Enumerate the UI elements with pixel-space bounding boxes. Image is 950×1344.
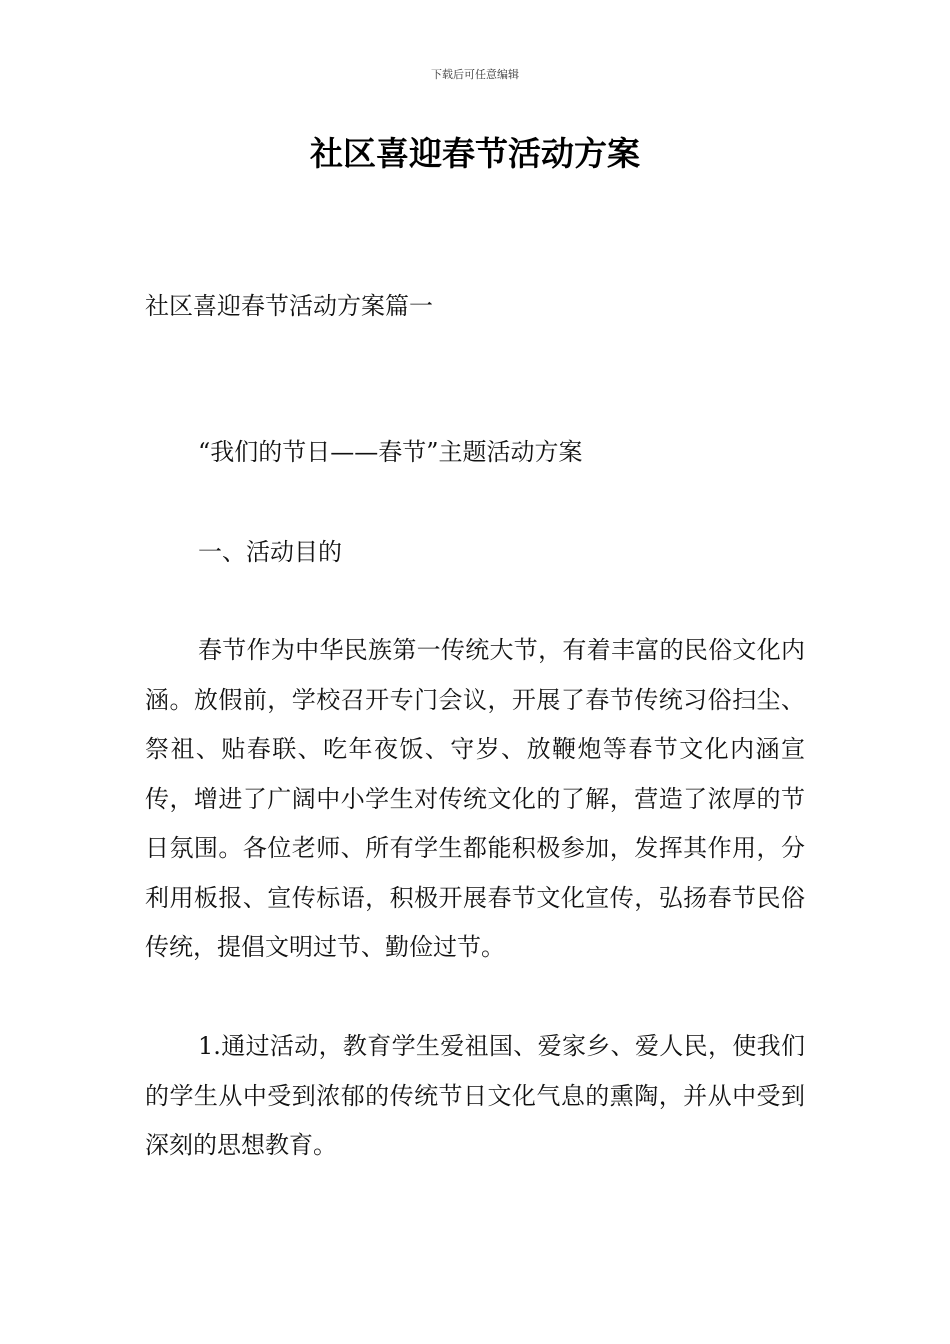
- header-note: 下载后可任意编辑: [431, 68, 519, 81]
- paragraph-2: 1.通过活动，教育学生爱祖国、爱家乡、爱人民，使我们的学生从中受到浓郁的传统节日文化气息的熏陶，并从中受到深刻的思想教育。: [145, 1032, 805, 1159]
- section-title: 社区喜迎春节活动方案篇一: [145, 292, 433, 320]
- paragraph-1: 春节作为中华民族第一传统大节，有着丰富的民俗文化内涵。放假前，学校召开专门会议，开展了春节传统习俗扫尘、祭祖、贴春联、吃年夜饭、守岁、放鞭炮等春节文化内涵宣传，增进了广阔中小学生对传统文化的了解，营造了浓厚的节日氛围。各位老师、所有学生都能积极参加，发挥其作用，分利用板报、宣传标语，积极开展春节文化宣传，弘扬春节民俗传统，提倡文明过节、勤俭过节。: [145, 636, 805, 961]
- theme-title: “我们的节日——春节”主题活动方案: [198, 438, 583, 466]
- heading-activity-purpose: 一、活动目的: [198, 538, 342, 566]
- document-title: 社区喜迎春节活动方案: [310, 134, 640, 173]
